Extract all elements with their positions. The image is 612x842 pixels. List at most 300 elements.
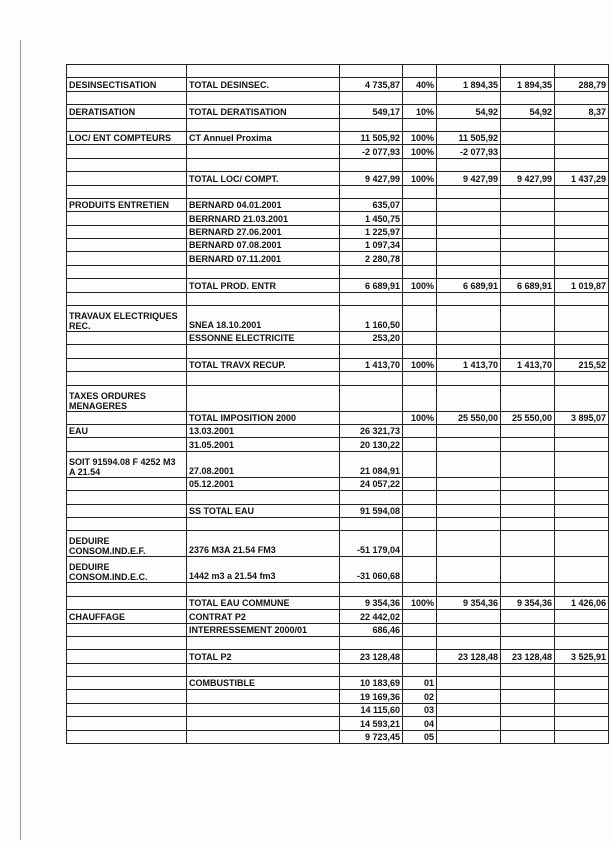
amount-cell: [437, 491, 501, 504]
category-cell: [67, 717, 187, 730]
amount-cell: [555, 717, 609, 730]
table-row: [67, 105, 609, 118]
table-row: [67, 372, 609, 385]
table-row: [67, 663, 609, 676]
amount-cell: -51 179,04: [340, 531, 403, 557]
description-cell: TOTAL DESINSEC.: [187, 78, 340, 91]
amount-cell: [403, 212, 437, 225]
description-cell: [187, 385, 340, 411]
category-cell: [67, 145, 187, 158]
amount-cell: 1 413,70: [501, 358, 555, 371]
amount-cell: [501, 158, 555, 171]
amount-cell: [340, 636, 403, 649]
amount-cell: [340, 411, 403, 424]
table-row: [67, 78, 609, 91]
amount-cell: [403, 225, 437, 238]
table-row: [67, 172, 609, 185]
category-cell: [67, 239, 187, 252]
amount-cell: [501, 212, 555, 225]
description-cell: [187, 663, 340, 676]
amount-cell: [555, 65, 609, 78]
amount-cell: [501, 145, 555, 158]
amount-cell: [437, 198, 501, 211]
amount-cell: [403, 332, 437, 345]
amount-cell: [403, 292, 437, 305]
amount-cell: 3 895,07: [555, 411, 609, 424]
amount-cell: -2 077,93: [437, 145, 501, 158]
amount-cell: [555, 690, 609, 703]
amount-cell: [403, 265, 437, 278]
description-cell: [187, 118, 340, 131]
table-row: [67, 557, 609, 583]
amount-cell: [437, 239, 501, 252]
table-row: [67, 596, 609, 609]
description-cell: 13.03.2001: [187, 424, 340, 437]
amount-cell: [501, 239, 555, 252]
amount-cell: [340, 292, 403, 305]
table-row: [67, 411, 609, 424]
amount-cell: [501, 451, 555, 477]
category-cell: [67, 690, 187, 703]
amount-cell: [437, 438, 501, 451]
amount-cell: [501, 252, 555, 265]
description-cell: COMBUSTIBLE: [187, 677, 340, 690]
amount-cell: [501, 91, 555, 104]
table-row: [67, 65, 609, 78]
description-cell: [187, 185, 340, 198]
amount-cell: [501, 225, 555, 238]
category-cell: DESINSECTISATION: [67, 78, 187, 91]
category-cell: [67, 583, 187, 596]
description-cell: TOTAL P2: [187, 650, 340, 663]
category-cell: TAXES ORDURES MENAGERES: [67, 385, 187, 411]
amount-cell: [437, 385, 501, 411]
table-row: [67, 650, 609, 663]
amount-cell: [501, 372, 555, 385]
amount-cell: [340, 265, 403, 278]
amount-cell: [437, 730, 501, 743]
amount-cell: [403, 623, 437, 636]
amount-cell: [555, 663, 609, 676]
amount-cell: [501, 332, 555, 345]
amount-cell: [403, 610, 437, 623]
amount-cell: [437, 531, 501, 557]
amount-cell: 22 442,02: [340, 610, 403, 623]
charges-table: [66, 64, 609, 744]
amount-cell: 100%: [403, 411, 437, 424]
description-cell: [187, 345, 340, 358]
description-cell: TOTAL PROD. ENTR: [187, 279, 340, 292]
amount-cell: 1 894,35: [437, 78, 501, 91]
description-cell: INTERRESSEMENT 2000/01: [187, 623, 340, 636]
amount-cell: [555, 557, 609, 583]
amount-cell: [501, 663, 555, 676]
amount-cell: [437, 306, 501, 332]
amount-cell: [437, 158, 501, 171]
table-row: [67, 212, 609, 225]
amount-cell: [555, 292, 609, 305]
amount-cell: [501, 118, 555, 131]
amount-cell: [403, 517, 437, 530]
amount-cell: [555, 677, 609, 690]
category-cell: [67, 252, 187, 265]
table-row: [67, 358, 609, 371]
amount-cell: [403, 158, 437, 171]
category-cell: [67, 663, 187, 676]
category-cell: [67, 65, 187, 78]
amount-cell: 1 160,50: [340, 306, 403, 332]
amount-cell: 25 550,00: [437, 411, 501, 424]
amount-cell: 14 593,21: [340, 717, 403, 730]
amount-cell: [501, 438, 555, 451]
amount-cell: 8,37: [555, 105, 609, 118]
amount-cell: [340, 385, 403, 411]
category-cell: [67, 504, 187, 517]
category-cell: [67, 623, 187, 636]
amount-cell: [501, 198, 555, 211]
amount-cell: [555, 212, 609, 225]
description-cell: BERNARD 07.11.2001: [187, 252, 340, 265]
amount-cell: [501, 636, 555, 649]
amount-cell: [437, 91, 501, 104]
amount-cell: [403, 372, 437, 385]
amount-cell: [555, 345, 609, 358]
amount-cell: [403, 636, 437, 649]
amount-cell: 100%: [403, 279, 437, 292]
category-cell: [67, 703, 187, 716]
category-cell: [67, 730, 187, 743]
amount-cell: 9 427,99: [437, 172, 501, 185]
category-cell: [67, 677, 187, 690]
amount-cell: 635,07: [340, 198, 403, 211]
description-cell: [187, 690, 340, 703]
amount-cell: 54,92: [437, 105, 501, 118]
table-row: [67, 145, 609, 158]
amount-cell: [555, 252, 609, 265]
amount-cell: [501, 385, 555, 411]
amount-cell: [555, 385, 609, 411]
amount-cell: [501, 306, 555, 332]
amount-cell: 10%: [403, 105, 437, 118]
table-row: [67, 279, 609, 292]
table-row: [67, 491, 609, 504]
amount-cell: 6 689,91: [340, 279, 403, 292]
description-cell: 31.05.2001: [187, 438, 340, 451]
table-row: [67, 583, 609, 596]
amount-cell: [437, 477, 501, 490]
description-cell: [187, 517, 340, 530]
amount-cell: -2 077,93: [340, 145, 403, 158]
description-cell: TOTAL DERATISATION: [187, 105, 340, 118]
description-cell: TOTAL EAU COMMUNE: [187, 596, 340, 609]
amount-cell: 9 427,99: [340, 172, 403, 185]
amount-cell: 6 689,91: [501, 279, 555, 292]
amount-cell: 100%: [403, 145, 437, 158]
amount-cell: 1 426,06: [555, 596, 609, 609]
amount-cell: [437, 610, 501, 623]
description-cell: [187, 583, 340, 596]
description-cell: [187, 91, 340, 104]
amount-cell: 14 115,60: [340, 703, 403, 716]
amount-cell: 23 128,48: [340, 650, 403, 663]
category-cell: DERATISATION: [67, 105, 187, 118]
amount-cell: [437, 424, 501, 437]
amount-cell: [437, 292, 501, 305]
description-cell: CT Annuel Proxima: [187, 131, 340, 144]
amount-cell: 686,46: [340, 623, 403, 636]
category-cell: [67, 212, 187, 225]
amount-cell: 24 057,22: [340, 477, 403, 490]
amount-cell: [555, 477, 609, 490]
amount-cell: [437, 557, 501, 583]
category-cell: [67, 650, 187, 663]
amount-cell: [501, 531, 555, 557]
category-cell: [67, 345, 187, 358]
amount-cell: 01: [403, 677, 437, 690]
amount-cell: [403, 650, 437, 663]
table-row: [67, 636, 609, 649]
amount-cell: 25 550,00: [501, 411, 555, 424]
amount-cell: 1 225,97: [340, 225, 403, 238]
category-cell: [67, 411, 187, 424]
description-cell: [187, 730, 340, 743]
amount-cell: [555, 185, 609, 198]
amount-cell: 23 128,48: [501, 650, 555, 663]
amount-cell: [555, 332, 609, 345]
category-cell: DEDUIRE CONSOM.IND.E.C.: [67, 557, 187, 583]
amount-cell: -31 060,68: [340, 557, 403, 583]
description-cell: BERNARD 04.01.2001: [187, 198, 340, 211]
amount-cell: [340, 91, 403, 104]
amount-cell: [437, 265, 501, 278]
amount-cell: [555, 265, 609, 278]
amount-cell: 100%: [403, 596, 437, 609]
description-cell: TOTAL LOC/ COMPT.: [187, 172, 340, 185]
table-row: [67, 730, 609, 743]
amount-cell: [340, 583, 403, 596]
table-row: [67, 703, 609, 716]
description-cell: 1442 m3 a 21.54 fm3: [187, 557, 340, 583]
amount-cell: 4 735,87: [340, 78, 403, 91]
amount-cell: [501, 491, 555, 504]
amount-cell: 6 689,91: [437, 279, 501, 292]
description-cell: SS TOTAL EAU: [187, 504, 340, 517]
amount-cell: [437, 717, 501, 730]
amount-cell: [437, 185, 501, 198]
category-cell: [67, 332, 187, 345]
table-row: [67, 292, 609, 305]
amount-cell: [501, 477, 555, 490]
amount-cell: [501, 131, 555, 144]
amount-cell: [555, 91, 609, 104]
category-cell: PRODUITS ENTRETIEN: [67, 198, 187, 211]
amount-cell: [403, 477, 437, 490]
amount-cell: [437, 451, 501, 477]
category-cell: [67, 438, 187, 451]
amount-cell: [501, 292, 555, 305]
amount-cell: [555, 451, 609, 477]
description-cell: BERNARD 07.08.2001: [187, 239, 340, 252]
amount-cell: [437, 690, 501, 703]
amount-cell: 91 594,08: [340, 504, 403, 517]
amount-cell: [340, 118, 403, 131]
amount-cell: [555, 703, 609, 716]
amount-cell: [437, 677, 501, 690]
category-cell: DEDUIRE CONSOM.IND.E.F.: [67, 531, 187, 557]
category-cell: [67, 372, 187, 385]
category-cell: [67, 172, 187, 185]
amount-cell: 9 427,99: [501, 172, 555, 185]
category-cell: [67, 185, 187, 198]
amount-cell: 253,20: [340, 332, 403, 345]
amount-cell: 3 525,91: [555, 650, 609, 663]
table-row: [67, 118, 609, 131]
category-cell: [67, 265, 187, 278]
amount-cell: [555, 636, 609, 649]
category-cell: LOC/ ENT COMPTEURS: [67, 131, 187, 144]
amount-cell: [555, 145, 609, 158]
amount-cell: [437, 504, 501, 517]
amount-cell: 02: [403, 690, 437, 703]
description-cell: [187, 491, 340, 504]
amount-cell: [501, 65, 555, 78]
amount-cell: 1 019,87: [555, 279, 609, 292]
amount-cell: [437, 623, 501, 636]
amount-cell: [437, 225, 501, 238]
amount-cell: [437, 636, 501, 649]
category-cell: [67, 596, 187, 609]
amount-cell: 1 413,70: [437, 358, 501, 371]
category-cell: [67, 292, 187, 305]
amount-cell: [555, 623, 609, 636]
amount-cell: 9 354,36: [437, 596, 501, 609]
amount-cell: [501, 610, 555, 623]
amount-cell: [403, 663, 437, 676]
category-cell: [67, 91, 187, 104]
amount-cell: [555, 517, 609, 530]
category-cell: CHAUFFAGE: [67, 610, 187, 623]
amount-cell: [501, 690, 555, 703]
amount-cell: [403, 491, 437, 504]
category-cell: [67, 225, 187, 238]
table-row: [67, 477, 609, 490]
amount-cell: [555, 306, 609, 332]
amount-cell: [437, 252, 501, 265]
amount-cell: [340, 158, 403, 171]
amount-cell: 19 169,36: [340, 690, 403, 703]
description-cell: ESSONNE ELECTRICITE: [187, 332, 340, 345]
table-row: [67, 91, 609, 104]
amount-cell: 1 450,75: [340, 212, 403, 225]
amount-cell: [437, 118, 501, 131]
amount-cell: [403, 451, 437, 477]
category-cell: [67, 636, 187, 649]
amount-cell: [501, 265, 555, 278]
amount-cell: 21 084,91: [340, 451, 403, 477]
table-row: [67, 131, 609, 144]
description-cell: TOTAL TRAVX RECUP.: [187, 358, 340, 371]
amount-cell: [555, 118, 609, 131]
category-cell: [67, 358, 187, 371]
amount-cell: [501, 717, 555, 730]
description-cell: [187, 265, 340, 278]
amount-cell: [437, 663, 501, 676]
description-cell: [187, 717, 340, 730]
amount-cell: [555, 610, 609, 623]
amount-cell: 9 354,36: [501, 596, 555, 609]
amount-cell: 11 505,92: [437, 131, 501, 144]
amount-cell: [555, 131, 609, 144]
category-cell: [67, 279, 187, 292]
description-cell: [187, 145, 340, 158]
amount-cell: [403, 438, 437, 451]
amount-cell: [340, 372, 403, 385]
amount-cell: 40%: [403, 78, 437, 91]
table-row: [67, 198, 609, 211]
description-cell: [187, 372, 340, 385]
amount-cell: [403, 504, 437, 517]
amount-cell: 03: [403, 703, 437, 716]
amount-cell: [501, 557, 555, 583]
table-row: [67, 438, 609, 451]
amount-cell: [403, 385, 437, 411]
description-cell: [187, 703, 340, 716]
amount-cell: 1 894,35: [501, 78, 555, 91]
amount-cell: [340, 65, 403, 78]
amount-cell: [501, 345, 555, 358]
amount-cell: 20 130,22: [340, 438, 403, 451]
amount-cell: [501, 424, 555, 437]
table-row: [67, 517, 609, 530]
category-cell: TRAVAUX ELECTRIQUES REC.: [67, 306, 187, 332]
amount-cell: [555, 198, 609, 211]
description-cell: 05.12.2001: [187, 477, 340, 490]
category-cell: [67, 158, 187, 171]
amount-cell: [501, 517, 555, 530]
amount-cell: [403, 252, 437, 265]
amount-cell: [555, 225, 609, 238]
table-row: [67, 717, 609, 730]
amount-cell: 2 280,78: [340, 252, 403, 265]
description-cell: 2376 M3A 21.54 FM3: [187, 531, 340, 557]
amount-cell: 10 183,69: [340, 677, 403, 690]
amount-cell: [501, 623, 555, 636]
amount-cell: [437, 517, 501, 530]
amount-cell: [555, 504, 609, 517]
table-row: [67, 504, 609, 517]
description-cell: 27.08.2001: [187, 451, 340, 477]
table-row: [67, 623, 609, 636]
amount-cell: [555, 438, 609, 451]
amount-cell: 04: [403, 717, 437, 730]
category-cell: [67, 517, 187, 530]
amount-cell: [501, 504, 555, 517]
amount-cell: [437, 65, 501, 78]
amount-cell: [403, 557, 437, 583]
amount-cell: [403, 306, 437, 332]
description-cell: TOTAL IMPOSITION 2000: [187, 411, 340, 424]
amount-cell: [501, 730, 555, 743]
amount-cell: [437, 332, 501, 345]
page-fold-line: [20, 40, 21, 840]
description-cell: SNEA 18.10.2001: [187, 306, 340, 332]
amount-cell: [555, 531, 609, 557]
amount-cell: [555, 730, 609, 743]
amount-cell: [501, 185, 555, 198]
amount-cell: 11 505,92: [340, 131, 403, 144]
amount-cell: [340, 185, 403, 198]
amount-cell: [555, 583, 609, 596]
